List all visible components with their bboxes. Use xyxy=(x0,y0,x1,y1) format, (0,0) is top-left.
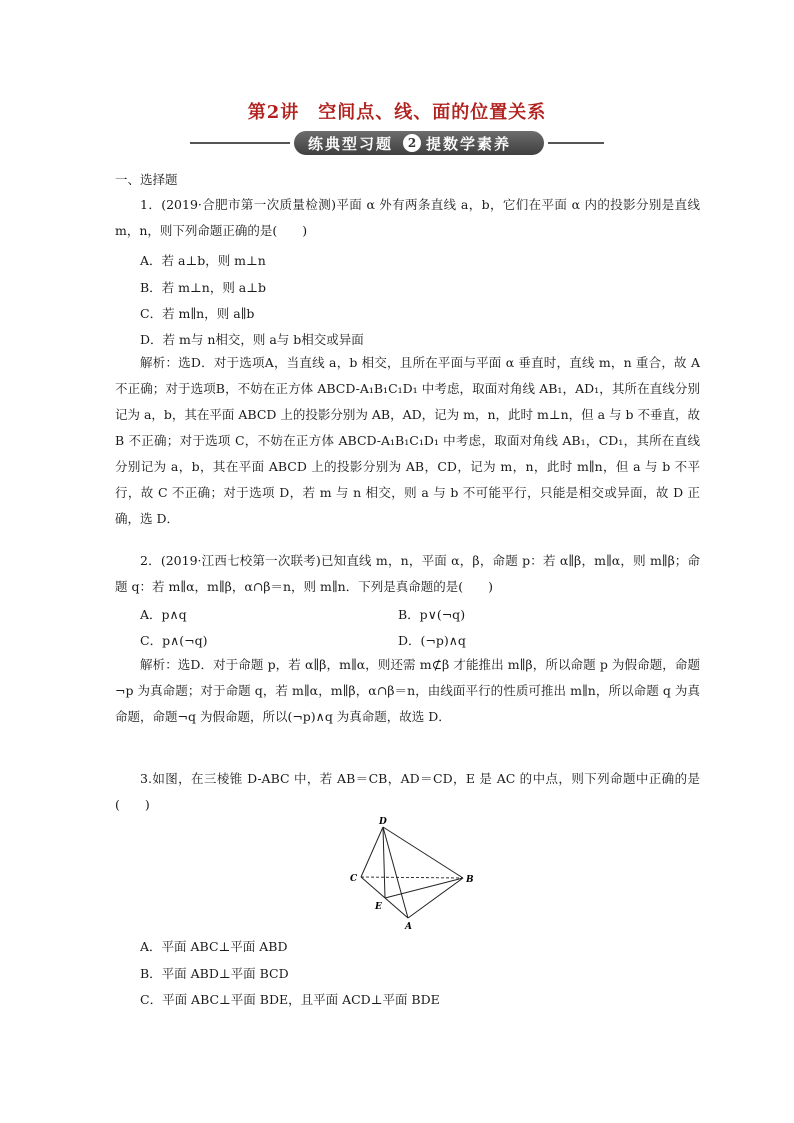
q2-option-d: D．(¬p)∧q xyxy=(398,633,466,648)
q1-option-a: A．若 a⊥b，则 m⊥n xyxy=(140,253,266,268)
q3-stem-block xyxy=(115,766,700,818)
edge-de xyxy=(383,827,385,898)
vertex-label-c: C xyxy=(350,874,358,884)
banner-left-text: 练典型习题 xyxy=(308,135,394,153)
edge-ab xyxy=(408,878,463,918)
q3-option-a: A．平面 ABC⊥平面 ABD xyxy=(140,939,288,954)
banner-right-text: 提数学素养 xyxy=(426,135,512,153)
banner-rule-right xyxy=(548,142,604,144)
q2-solution-block xyxy=(115,652,700,730)
q1-solution-block xyxy=(115,350,700,532)
edge-dc xyxy=(361,827,383,877)
q2-stem-block xyxy=(115,548,700,600)
vertex-label-a: A xyxy=(405,922,412,932)
q1-stem-block xyxy=(115,192,700,244)
banner-badge: 2 xyxy=(403,134,421,152)
q3-option-c: C．平面 ABC⊥平面 BDE，且平面 ACD⊥平面 BDE xyxy=(140,992,440,1007)
q1-option-b: B．若 m⊥n，则 a⊥b xyxy=(140,280,267,295)
section-heading: 一、选择题 xyxy=(115,172,178,187)
q2-option-c: C．p∧(¬q) xyxy=(140,633,208,648)
section-banner xyxy=(190,130,604,156)
q2-stem: 2．(2019·江西七校第一次联考)已知直线 m，n，平面 α，β，命题 p：若 α∥β，m∥α，则 m∥β；命题 q：若 m∥α，m∥β，α∩β＝n，则 m∥n．下列是真命题的是( ) xyxy=(115,553,700,594)
q2-option-a: A．p∧q xyxy=(140,607,187,622)
q1-option-c: C．若 m∥n，则 a∥b xyxy=(140,306,255,321)
vertex-label-e: E xyxy=(375,902,382,912)
q3-stem: 3.如图，在三棱锥 D-ABC 中，若 AB＝CB，AD＝CD，E 是 AC 的中点，则下列命题中正确的是( ) xyxy=(115,771,700,812)
q2-solution: 解析：选D．对于命题 p，若 α∥β，m∥α，则还需 m⊄β 才能推出 m∥β，所以命题 p 为假命题，命题¬p 为真命题；对于命题 q，若 m∥α，m∥β，α∩β＝n，由线面平行的性质可推出 m∥n，所以命题 q 为真命题，命题¬q 为假命题，所以(¬p)∧q 为真命题，故选 D． xyxy=(115,657,700,724)
edge-eb xyxy=(385,878,463,898)
q1-solution: 解析：选D．对于选项A，当直线 a，b 相交，且所在平面与平面 α 垂直时，直线 m，n 重合，故 A 不正确；对于选项B，不妨在正方体 ABCD-A₁B₁C₁D₁ 中考虑，取面对角线 AB₁，AD₁，其所在直线分别记为 a，b，其在平面 ABCD 上的投影分别为 AB，AD，记为 m，n，此时 m⊥n，但 a 与 b 不垂直，故 B 不正确；对于选项 C，不妨在正方体 ABCD-A₁B₁C₁D₁ 中考虑，取面对角线 AB₁，CD₁，其所在直线分别记为 a，b，其在平面 ABCD 上的投影分别为 AB，CD，记为 m，n，此时 m∥n，但 a 与 b 不平行，故 C 不正确；对于选项 D，若 m 与 n 相交，则 a 与 b 不可能平行，只能是相交或异面，故 D 正确，选 D． xyxy=(115,355,700,526)
q3-option-b: B．平面 ABD⊥平面 BCD xyxy=(140,966,289,981)
tetrahedron-figure xyxy=(345,815,485,933)
edge-cb xyxy=(361,877,463,878)
q2-option-b: B．p∨(¬q) xyxy=(398,607,466,622)
vertex-label-d: D xyxy=(379,817,387,827)
q1-option-d: D．若 m与 n相交，则 a与 b相交或异面 xyxy=(140,332,364,347)
banner-rule-left xyxy=(190,142,290,144)
q1-stem: 1．(2019·合肥市第一次质量检测)平面 α 外有两条直线 a，b，它们在平面 α 内的投影分别是直线 m，n，则下列命题正确的是( ) xyxy=(115,197,700,238)
page-title: 第2讲 空间点、线、面的位置关系 xyxy=(247,102,547,123)
vertex-label-b: B xyxy=(466,875,474,885)
